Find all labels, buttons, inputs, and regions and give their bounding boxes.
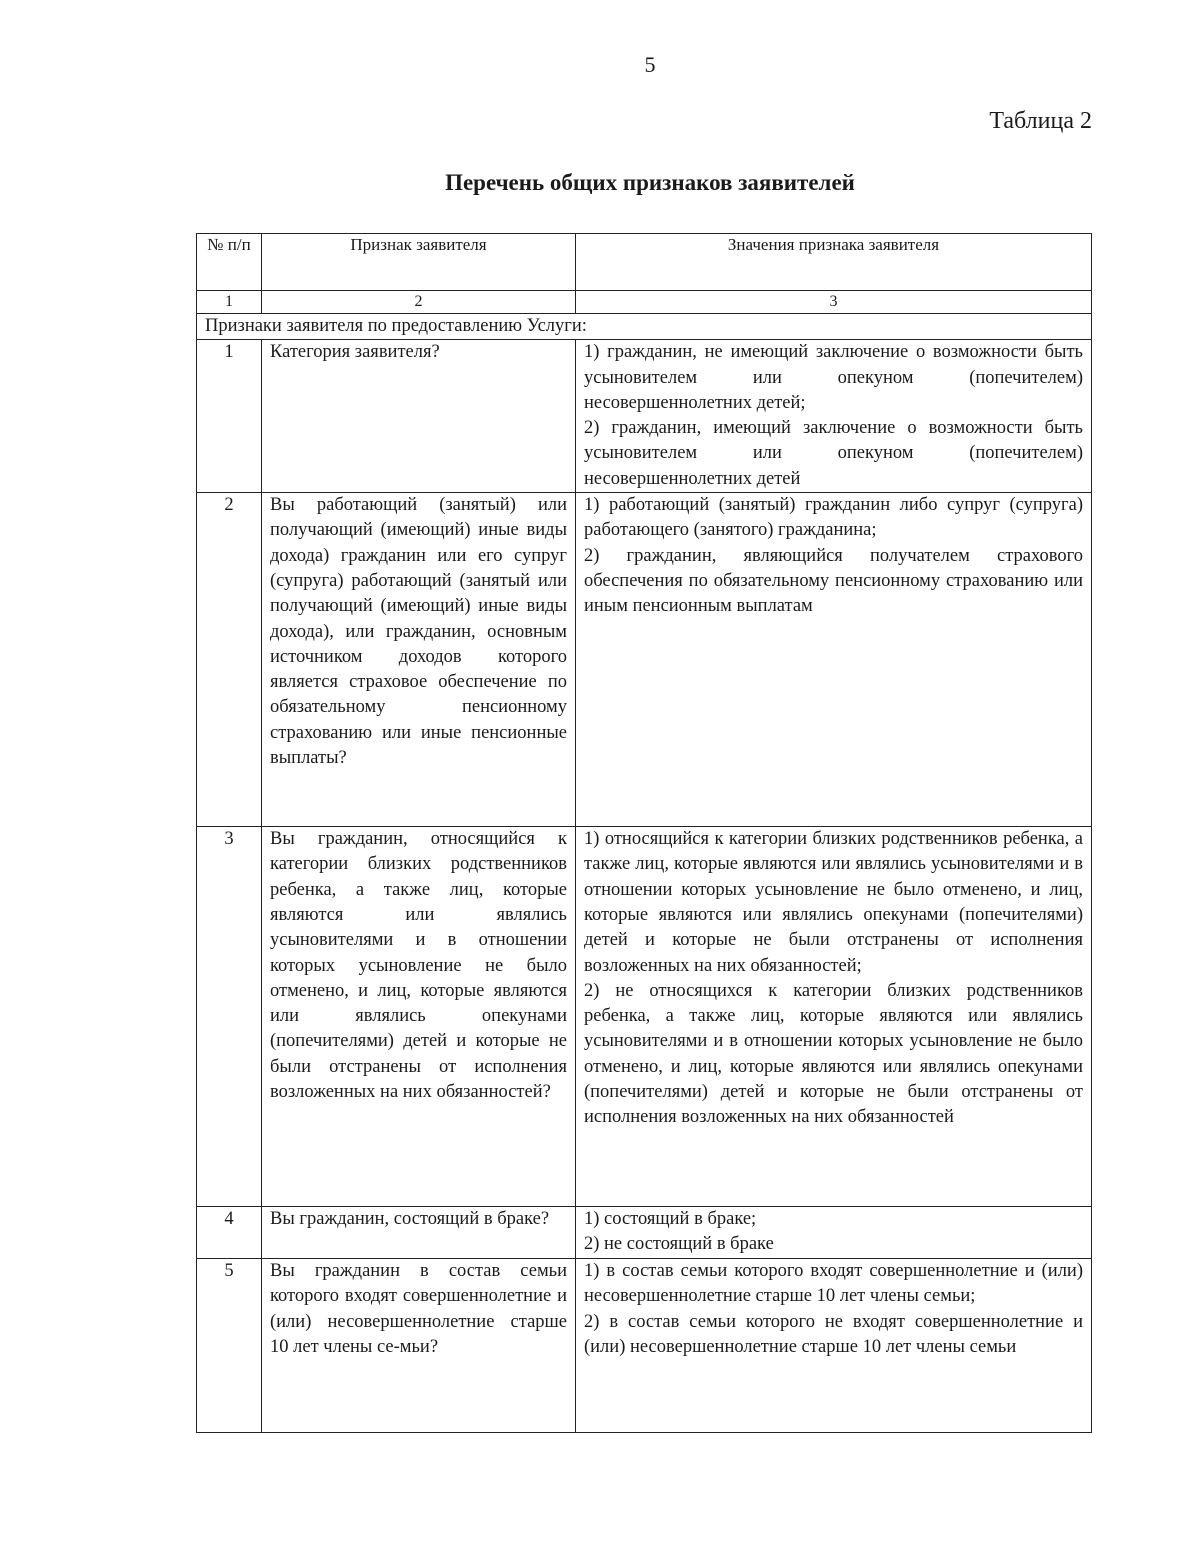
column-number: 2: [262, 291, 576, 314]
value-item: 2) гражданин, имеющий заключение о возможности быть усыновителем или опекуном (попечителем) несовершеннолетних детей: [584, 418, 1083, 489]
page-number: 5: [644, 52, 656, 77]
column-number-row: [197, 291, 1092, 314]
value-item: 1) относящийся к категории близких родственников ребенка, а также лиц, которые являются или являлись усыновителями и в отношении которых усыновление не было отменено, и лиц, которые являются или являлись опекунами (попечителями) детей и которые не были отстранены от исполнения возложенных на них обязанностей;: [584, 829, 1083, 976]
section-heading: Признаки заявителя по предоставлению Услуги:: [197, 314, 1092, 340]
value-item: 1) состоящий в браке;: [584, 1209, 757, 1230]
row-number: 3: [197, 827, 262, 1207]
row-feature: Категория заявителя?: [262, 340, 576, 493]
document-title: Перечень общих признаков заявителей: [445, 170, 855, 195]
row-values: [576, 1259, 1092, 1433]
value-item: 2) гражданин, являющийся получателем страхового обеспечения по обязательному пенсионному страхованию или иным пенсионным выплатам: [584, 545, 1083, 617]
table-row: [197, 1207, 1092, 1259]
row-values: [576, 340, 1092, 493]
value-item: 2) не относящихся к категории близких родственников ребенка, а также лиц, которые являются или являлись усыновителями и в отношении которых усыновление не было отменено, и лиц, которые являются или являлись опекунами (попечителями) детей и которые не были отстранены от исполнения возложенных на них обязанностей: [584, 980, 1083, 1128]
column-number: 3: [576, 291, 1092, 314]
row-values: [576, 493, 1092, 827]
row-feature: Вы гражданин, состоящий в браке?: [262, 1207, 576, 1259]
header-values: Значения признака заявителя: [576, 234, 1092, 291]
row-number: 5: [197, 1259, 262, 1433]
row-feature: Вы работающий (занятый) или получающий (имеющий) иные виды дохода) гражданин или его супруг (супруга) работающий (занятый или получающий (имеющий) иные виды дохода), или гражданин, основным источником доходов которого является страховое обеспечение по обязательному пенсионному страхованию или иные пенсионные выплаты?: [262, 493, 576, 827]
row-number: 2: [197, 493, 262, 827]
value-item: 1) гражданин, не имеющий заключение о возможности быть усыновителем или опекуном (попечителем) несовершеннолетних детей;: [584, 342, 1083, 413]
value-item: 2) в состав семьи которого не входят совершеннолетние и (или) несовершеннолетние старше 10 лет члены семьи: [584, 1311, 1083, 1357]
header-num: № п/п: [197, 234, 262, 291]
table-label: Таблица 2: [989, 108, 1092, 134]
row-number: 1: [197, 340, 262, 493]
table-header-row: [197, 234, 1092, 291]
table-row: [197, 827, 1092, 1207]
row-values: [576, 827, 1092, 1207]
header-feature: Признак заявителя: [262, 234, 576, 291]
column-number: 1: [197, 291, 262, 314]
section-heading-row: [197, 314, 1092, 340]
table-row: [197, 493, 1092, 827]
value-item: 1) в состав семьи которого входят совершеннолетние и (или) несовершеннолетние старше 10 лет члены семьи;: [584, 1261, 1083, 1307]
row-number: 4: [197, 1207, 262, 1259]
value-item: 1) работающий (занятый) гражданин либо супруг (супруга) работающего (занятого) гражданина;: [584, 495, 1083, 541]
applicant-features-table: [196, 233, 1092, 1433]
value-item: 2) не состоящий в браке: [584, 1234, 774, 1255]
row-feature: Вы гражданин в состав семьи которого входят совершеннолетние и (или) несовершеннолетние старше 10 лет члены се-мьи?: [262, 1259, 576, 1433]
table-row: [197, 340, 1092, 493]
table-row: [197, 1259, 1092, 1433]
row-values: [576, 1207, 1092, 1259]
row-feature: Вы гражданин, относящийся к категории близких родственников ребенка, а также лиц, которые являются или являлись усыновителями и в отношении которых усыновление не было отменено, и лиц, которые являются или являлись опекунами (попечителями) детей и которые не были отстранены от исполнения возложенных на них обязанностей?: [262, 827, 576, 1207]
